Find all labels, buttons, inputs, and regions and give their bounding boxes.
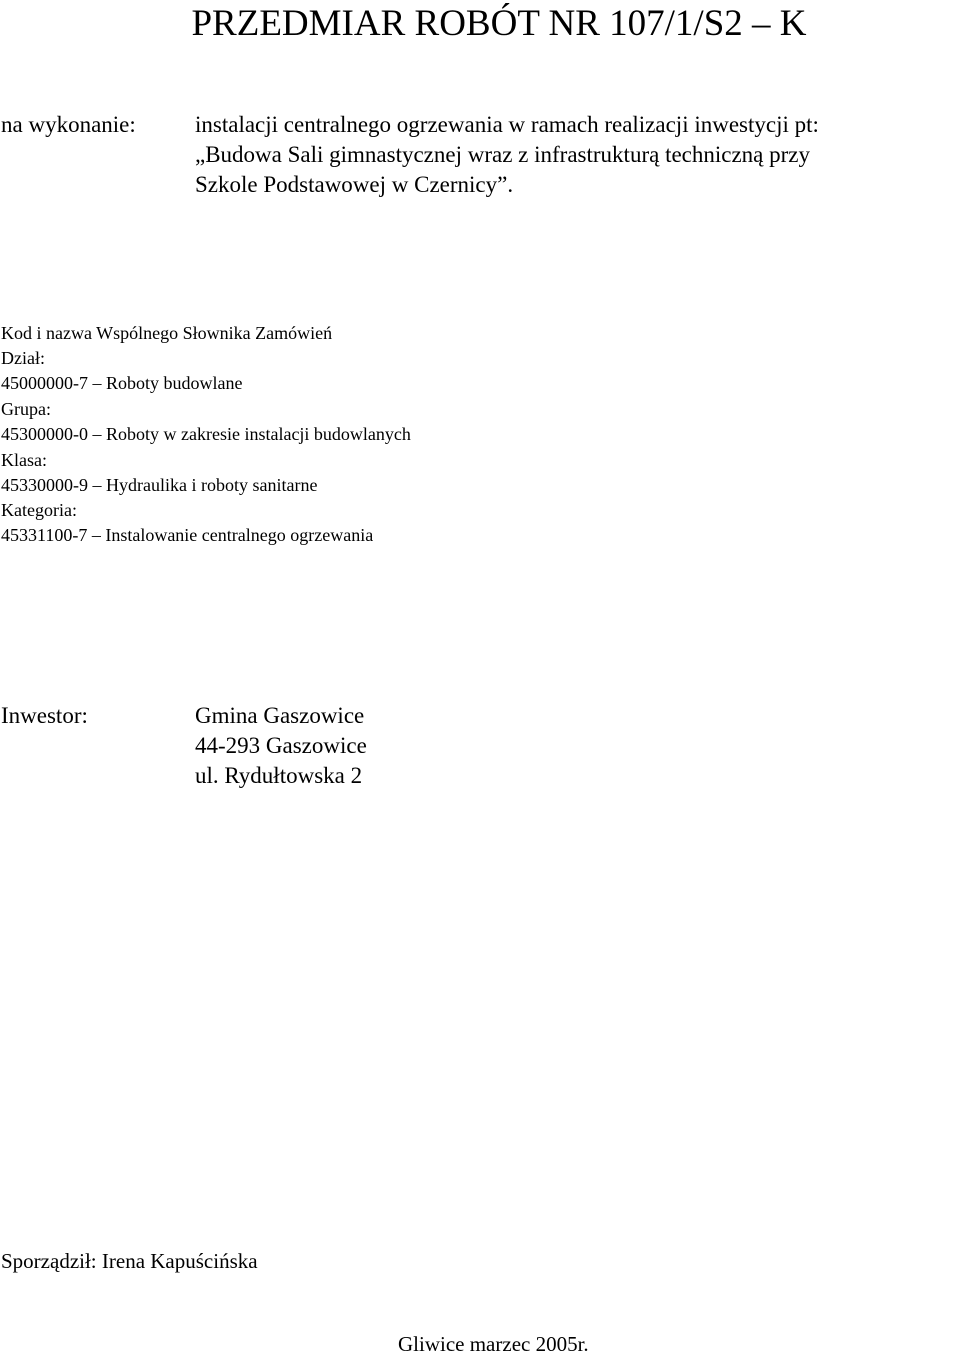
cpv-category-value: 45331100-7 – Instalowanie centralnego ogrzewania — [1, 525, 374, 545]
document-title: PRZEDMIAR ROBÓT NR 107/1/S2 – K — [191, 3, 807, 44]
prepared-by: Sporządził: Irena Kapuścińska — [1, 1249, 258, 1273]
cpv-section-value: 45000000-7 – Roboty budowlane — [1, 373, 243, 393]
investor-postal-code: 44-293 Gaszowice — [195, 733, 367, 758]
cpv-group-label: Grupa: — [1, 399, 51, 419]
place-and-date: Gliwice marzec 2005r. — [398, 1332, 589, 1356]
cpv-heading: Kod i nazwa Wspólnego Słownika Zamówień — [1, 323, 333, 343]
work-description-line-3: Szkole Podstawowej w Czernicy”. — [195, 172, 514, 197]
investor-name: Gmina Gaszowice — [195, 703, 365, 728]
cpv-group-value: 45300000-0 – Roboty w zakresie instalacji budowlanych — [1, 424, 411, 444]
cpv-class-label: Klasa: — [1, 450, 47, 470]
work-description-line-2: „Budowa Sali gimnastycznej wraz z infrastrukturą techniczną przy — [195, 142, 811, 167]
investor-street: ul. Rydułtowska 2 — [195, 763, 363, 788]
work-label: na wykonanie: — [1, 112, 136, 137]
investor-label: Inwestor: — [1, 703, 88, 728]
work-description-line-1: instalacji centralnego ogrzewania w ramach realizacji inwestycji pt: — [195, 112, 819, 137]
cpv-section-label: Dział: — [1, 348, 45, 368]
cpv-class-value: 45330000-9 – Hydraulika i roboty sanitarne — [1, 475, 318, 495]
cpv-category-label: Kategoria: — [1, 500, 77, 520]
